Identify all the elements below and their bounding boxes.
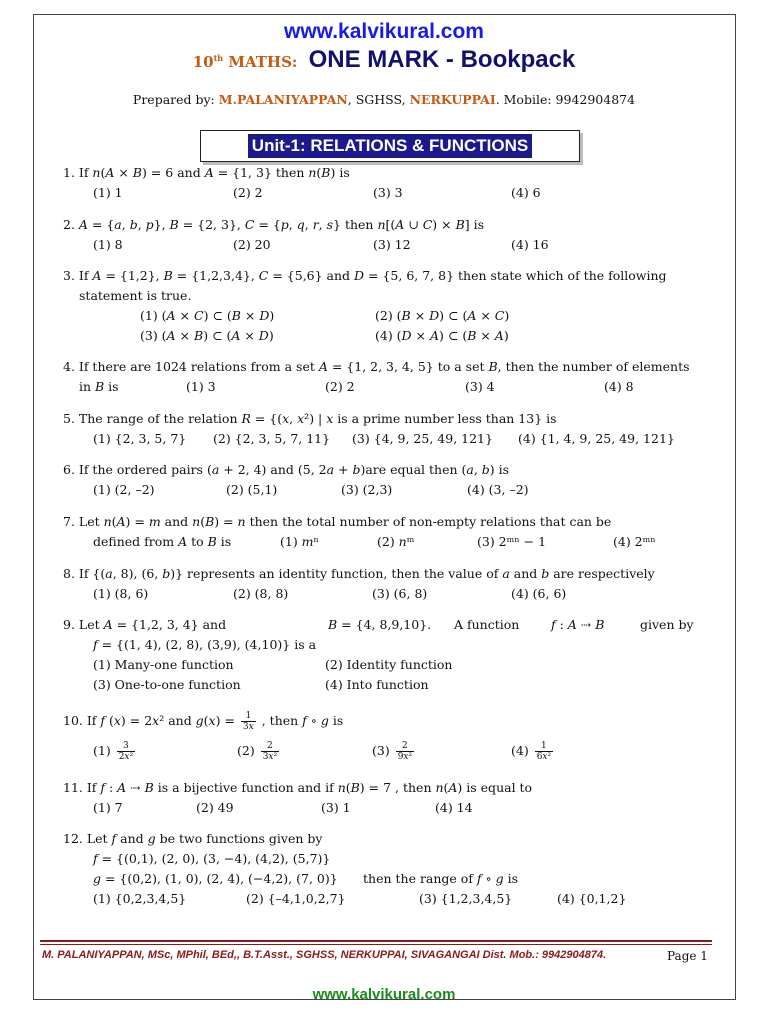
fraction: $\frac{1}{\text{3𝑥}}$ <box>242 711 254 732</box>
question-1: 1. If 𝑛(𝐴 × 𝐵) = 6 and 𝐴 = {1, 3} then 𝑛(𝐵) is (1) 1 (2) 2 (3) 3 (4) 6 <box>63 165 541 200</box>
question-8: 8. If {(𝑎, 8), (6, 𝑏)} represents an identity function, then the value of 𝑎 and 𝑏 are respectively (1) (8, 6) (2) (8, 8) (3) (6, 8) (4) (6, 6) <box>63 566 655 601</box>
question-10: 10. If 𝑓 (𝑥) = 2𝑥² and 𝑔(𝑥) = $\frac{1}{\text{3𝑥}}$ , then 𝑓 ∘ 𝑔 is (1) $\frac{3}{\text{2𝑥²}}$ (2) $\frac{2}{\text{3𝑥²}}$ (3) $\frac{2}{\text{9𝑥²}}$ (4) $\frac{1}{\text{6𝑥²}}$ <box>63 711 552 762</box>
footer-divider-thin <box>40 944 712 945</box>
document-title <box>0 46 768 74</box>
footer-divider <box>40 940 712 942</box>
unit-heading <box>200 130 580 162</box>
question-6: 6. If the ordered pairs (𝑎 + 2, 4) and (5, 2𝑎 + 𝑏)are equal then (𝑎, 𝑏) is (1) (2, –2) (2) (5,1) (3) (2,3) (4) (3, –2) <box>63 462 529 497</box>
question-2: 2. 𝐴 = {𝑎, 𝑏, 𝑝}, 𝐵 = {2, 3}, 𝐶 = {𝑝, 𝑞, 𝑟, 𝑠} then 𝑛[(𝐴 ∪ 𝐶) × 𝐵] is (1) 8 (2) 20 (3) 12 (4) 16 <box>63 217 549 252</box>
title-main: ONE MARK - Bookpack <box>308 46 576 73</box>
question-7: 7. Let 𝑛(𝐴) = 𝑚 and 𝑛(𝐵) = 𝑛 then the total number of non-empty relations that can be defined from 𝐴 to 𝐵 is (1) 𝑚ⁿ (2) 𝑛ᵐ (3) 2ᵐⁿ − 1 (4) 2ᵐⁿ <box>63 514 656 549</box>
question-9: 9. Let 𝐴 = {1,2, 3, 4} and 𝐵 = {4, 8,9,10}. A function 𝑓 : 𝐴 ⇢ 𝐵 given by 𝑓 = {(1, 4), (2, 8), (3,9), (4,10)} is a (1) Many-one function (2) Identity function (3) One-to-one function (4) Into function <box>63 617 694 692</box>
site-link-top[interactable]: www.kalvikural.com <box>284 20 484 43</box>
unit-title: Unit-1: RELATIONS & FUNCTIONS <box>248 134 532 158</box>
class-label: 10th MATHS: <box>192 53 298 71</box>
prepared-by-line: Prepared by: M.PALANIYAPPAN, SGHSS, NERKUPPAI. Mobile: 9942904874 <box>132 92 636 107</box>
question-11: 11. If 𝑓 : 𝐴 ⇢ 𝐵 is a bijective function and if 𝑛(𝐵) = 7 , then 𝑛(𝐴) is equal to (1) 7 (2) 49 (3) 1 (4) 14 <box>63 780 533 815</box>
question-4: 4. If there are 1024 relations from a set 𝐴 = {1, 2, 3, 4, 5} to a set 𝐵, then the number of elements in 𝐵 is (1) 3 (2) 2 (3) 4 (4) 8 <box>63 359 690 394</box>
question-5: 5. The range of the relation 𝑅 = {(𝑥, 𝑥²) | 𝑥 is a prime number less than 13} is (1) {2, 3, 5, 7} (2) {2, 3, 5, 7, 11} (3) {4, 9, 25, 49, 121} (4) {1, 4, 9, 25, 49, 121} <box>63 411 675 446</box>
site-link-bottom[interactable]: www.kalvikural.com <box>312 986 456 1003</box>
question-12: 12. Let 𝑓 and 𝑔 be two functions given by 𝑓 = {(0,1), (2, 0), (3, −4), (4,2), (5,7)} 𝑔 = {(0,2), (1, 0), (2, 4), (−4,2), (7, 0)} then the range of 𝑓 ∘ 𝑔 is (1) {0,2,3,4,5} (2) {–4,1,0,2,7} (3) {1,2,3,4,5} (4) {0,1,2} <box>63 831 627 906</box>
question-3: 3. If 𝐴 = {1,2}, 𝐵 = {1,2,3,4}, 𝐶 = {5,6} and 𝐷 = {5, 6, 7, 8} then state which of the following statement is true. (1) (𝐴 × 𝐶) ⊂ (𝐵 × 𝐷) (2) (𝐵 × 𝐷) ⊂ (𝐴 × 𝐶) (3) (𝐴 × 𝐵) ⊂ (𝐴 × 𝐷) (4) (𝐷 × 𝐴) ⊂ (𝐵 × 𝐴) <box>63 268 667 343</box>
footer-author: M. PALANIYAPPAN, MSc, MPhil, BEd,, B.T.Asst., SGHSS, NERKUPPAI, SIVAGANGAI Dist. Mob.: 9942904874. <box>42 949 607 961</box>
page-number: Page 1 <box>667 949 708 963</box>
